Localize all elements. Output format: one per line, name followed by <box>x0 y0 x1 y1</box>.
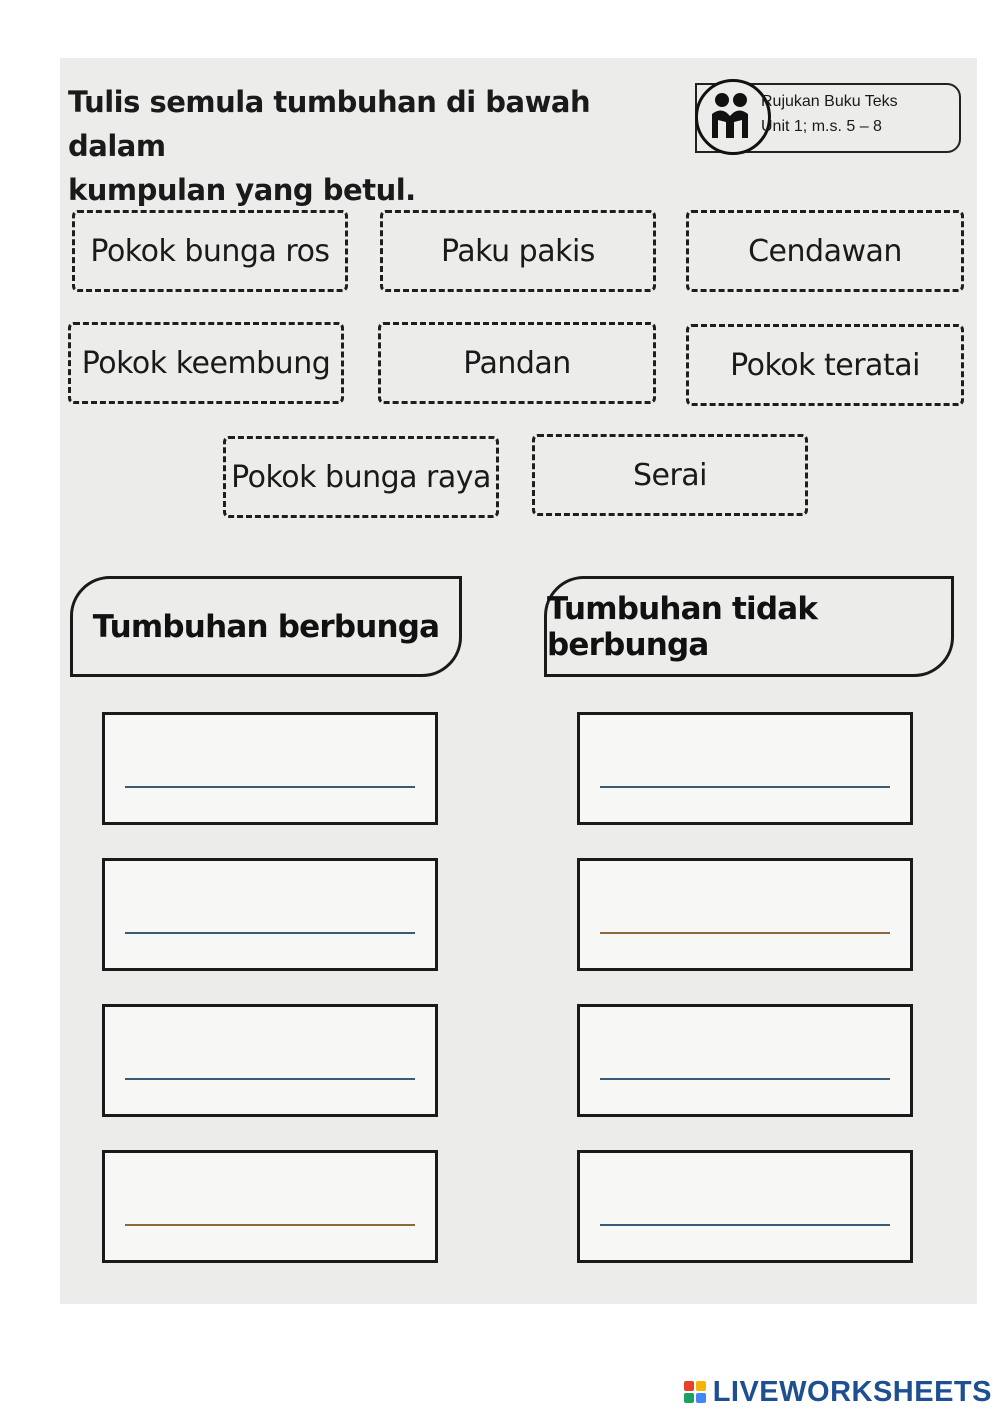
logo-square <box>684 1381 694 1391</box>
logo-square <box>684 1393 694 1403</box>
worksheet-page <box>60 58 977 1304</box>
word-card[interactable]: Pokok keembung <box>68 322 344 404</box>
category-header-flowering: Tumbuhan berbunga <box>70 576 462 677</box>
writing-line <box>125 1224 415 1226</box>
writing-line <box>125 932 415 934</box>
category-header-non-flowering: Tumbuhan tidak berbunga <box>544 576 954 677</box>
answer-box-flowering-3[interactable] <box>102 1004 438 1117</box>
word-card[interactable]: Serai <box>532 434 808 516</box>
writing-line <box>600 932 890 934</box>
answer-box-non-flowering-4[interactable] <box>577 1150 913 1263</box>
instruction-line-1: Tulis semula tumbuhan di bawah dalam <box>68 85 591 163</box>
liveworksheets-logo[interactable] <box>684 1372 992 1412</box>
word-card[interactable]: Cendawan <box>686 210 964 292</box>
answer-box-non-flowering-2[interactable] <box>577 858 913 971</box>
word-card[interactable]: Pandan <box>378 322 656 404</box>
brand-name: LIVEWORKSHEETS <box>712 1375 992 1408</box>
writing-line <box>600 1078 890 1080</box>
answer-box-non-flowering-3[interactable] <box>577 1004 913 1117</box>
logo-square <box>696 1381 706 1391</box>
instruction-text <box>68 80 668 212</box>
word-card[interactable]: Pokok teratai <box>686 324 964 406</box>
writing-line <box>600 786 890 788</box>
reference-pages: Unit 1; m.s. 5 – 8 <box>761 118 882 135</box>
answer-box-flowering-2[interactable] <box>102 858 438 971</box>
writing-line <box>125 786 415 788</box>
logo-grid-icon <box>684 1381 706 1403</box>
word-card[interactable]: Paku pakis <box>380 210 656 292</box>
reference-title: Rujukan Buku Teks <box>761 93 898 110</box>
logo-square <box>696 1393 706 1403</box>
word-card[interactable]: Pokok bunga raya <box>223 436 499 518</box>
word-card[interactable]: Pokok bunga ros <box>72 210 348 292</box>
writing-line <box>600 1224 890 1226</box>
answer-box-non-flowering-1[interactable] <box>577 712 913 825</box>
textbook-reference <box>695 83 961 153</box>
reading-people-icon <box>695 79 771 155</box>
writing-line <box>125 1078 415 1080</box>
answer-box-flowering-1[interactable] <box>102 712 438 825</box>
answer-box-flowering-4[interactable] <box>102 1150 438 1263</box>
instruction-line-2: kumpulan yang betul. <box>68 173 416 207</box>
